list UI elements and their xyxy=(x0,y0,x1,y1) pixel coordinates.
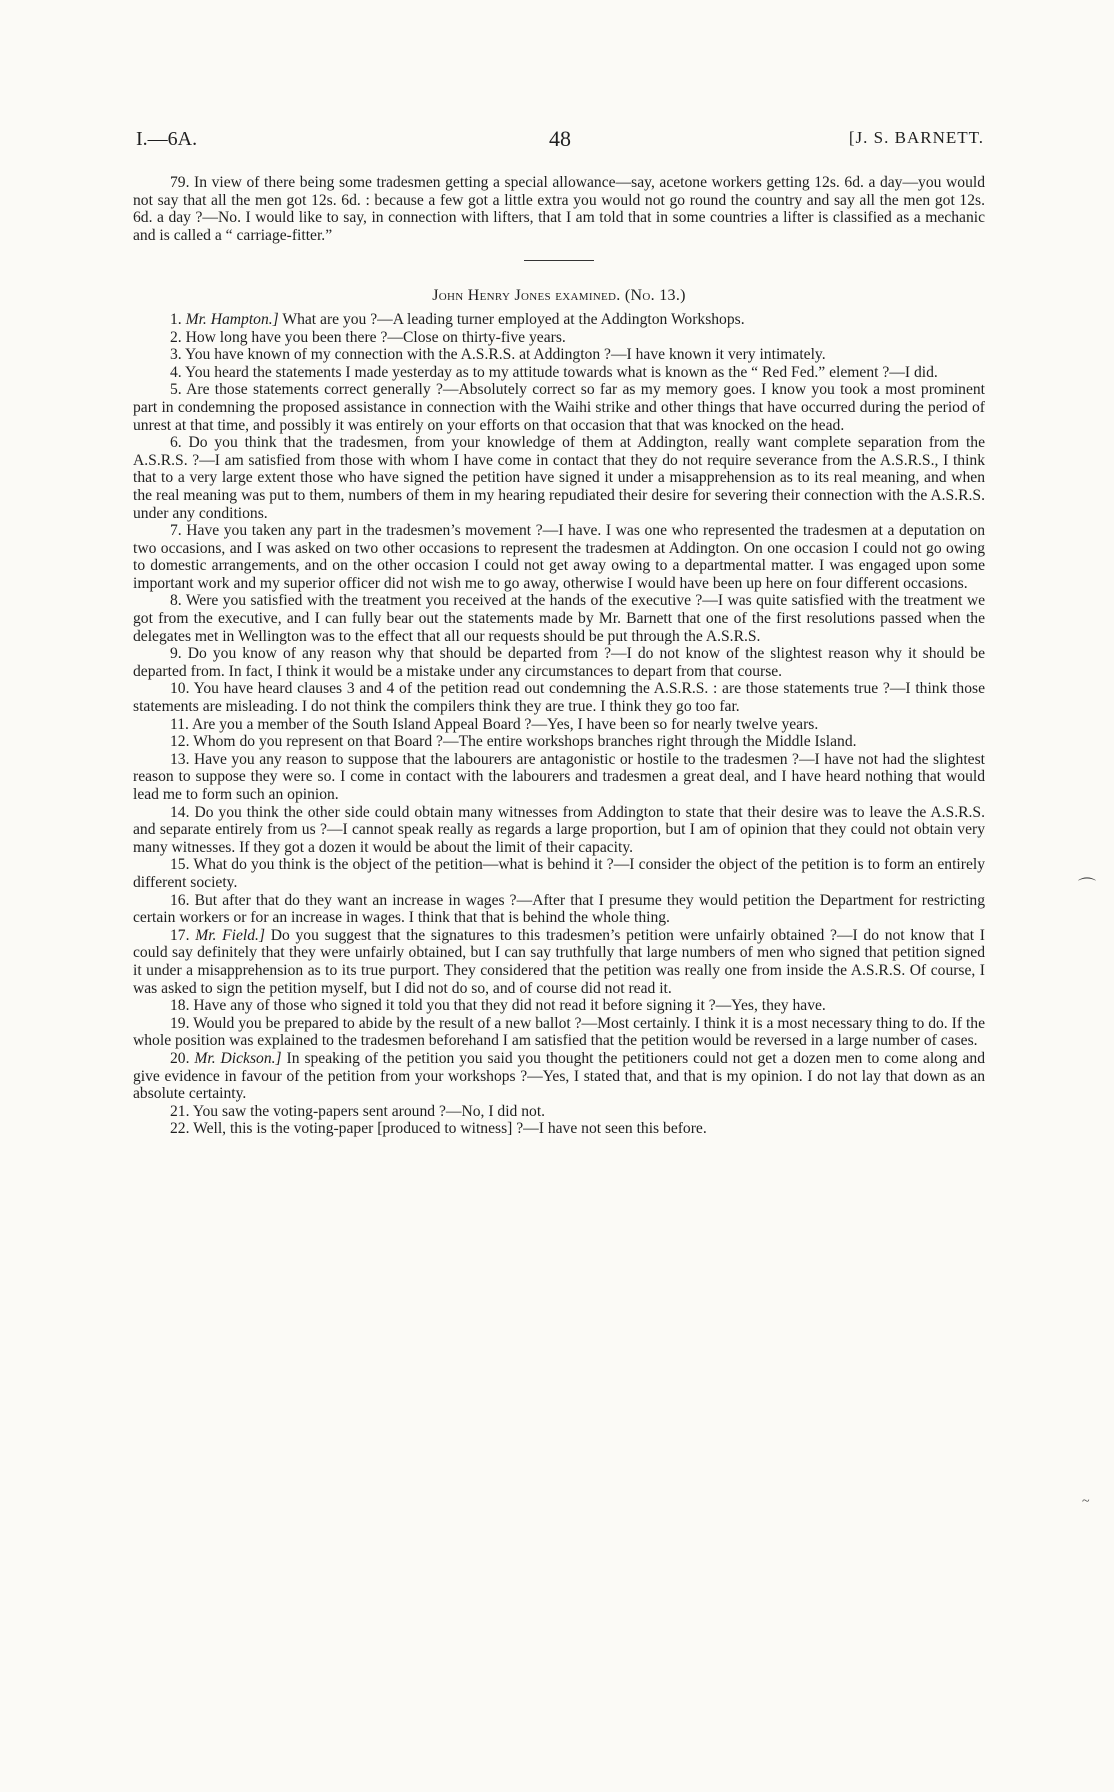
testimony-paragraph xyxy=(133,1050,985,1103)
testimony-paragraph xyxy=(133,892,985,927)
question-number: 10. xyxy=(170,680,194,698)
question-answer-text: Are those statements correct generally ?—Absolutely correct so far as my memory goes. I know you took a most prominent part in condemning the proposed assistance in connection with the Waihi strike and other things that have occurred during the period of unrest at that time, and possibly it was entirely on your efforts on that occasion that that was knocked on the head. xyxy=(133,381,986,434)
question-answer-text: Well, this is the voting-paper [produced to witness] ?—I have not seen this before. xyxy=(193,1120,707,1138)
question-answer-text: Would you be prepared to abide by the result of a new ballot ?—Most certainly. I think it is a most necessary thing to do. If the whole position was explained to the tradesmen beforehand I am satisfied that the petition would be reversed in a large number of cases. xyxy=(133,1014,985,1050)
examiner-name: Mr. Dickson.] xyxy=(194,1049,282,1067)
testimony-paragraph xyxy=(133,645,985,680)
question-number: 17. xyxy=(170,926,196,944)
testimony-paragraph xyxy=(133,751,985,804)
question-answer-text: You have heard clauses 3 and 4 of the petition read out condemning the A.S.R.S. : are those statements true ?—I think those statements are misleading. I do not think the compilers think they are true. I think they go too far. xyxy=(133,680,985,716)
question-answer-text: Whom do you represent on that Board ?—The entire workshops branches right through the Middle Island. xyxy=(193,733,857,751)
question-answer-text: You saw the voting-papers sent around ?—No, I did not. xyxy=(192,1102,546,1120)
question-number: 14. xyxy=(170,803,195,821)
page-header xyxy=(136,128,984,158)
intro-paragraph: 79. In view of there being some tradesmen getting a special allowance—say, acetone workers getting 12s. 6d. a day—you would not say that all the men got 12s. 6d. : because a few got a little extra you would not go round the country and say all the men got 12s. 6d. a day ?—No. I would like to say, in connection with lifters, that I am told that in some countries a lifter is classified as a mechanic and is called a “ carriage-fitter.” xyxy=(133,174,985,244)
question-answer-text: Do you suggest that the signatures to this tradesmen’s petition were unfairly obtained ?—I do not know that I could say definitely that they were unfairly obtained, but I can say truthfully that large numbers of men who signed that petition signed it under a misapprehension as to its true purport. They considered that the petition was really one from inside the A.S.R.S. Of course, I was asked to sign the petition myself, but I did not do so, and of course did not read it. xyxy=(133,926,985,997)
question-answer-text: Do you think the other side could obtain many witnesses from Addington to state that their desire was to leave the A.S.R.S. and separate entirely from us ?—I cannot speak really as regards a large proportion, but I am of opinion that they could not obtain very many witnesses. If they got a dozen it would be about the limit of their capacity. xyxy=(133,803,985,856)
testimony-paragraph xyxy=(133,346,985,364)
question-number: 13. xyxy=(170,750,194,768)
testimony-paragraph xyxy=(133,716,985,734)
testimony-paragraph xyxy=(133,381,985,434)
question-answer-text: You have known of my connection with the A.S.R.S. at Addington ?—I have known it very intimately. xyxy=(185,346,826,364)
testimony-paragraph xyxy=(133,733,985,751)
testimony-paragraph xyxy=(133,1120,985,1138)
question-number: 9. xyxy=(170,645,188,663)
testimony-paragraph xyxy=(133,804,985,857)
question-answer-text: Have you any reason to suppose that the labourers are antagonistic or hostile to the tradesmen ?—I have not had the slightest reason to suppose they were so. I come in contact with the labourers and tradesmen a great deal, and I have heard nothing that would lead me to form such an opinion. xyxy=(133,750,985,803)
question-number: 8. xyxy=(170,592,186,610)
testimony-paragraph xyxy=(133,329,985,347)
question-answer-text: Are you a member of the South Island Appeal Board ?—Yes, I have been so for nearly twelve years. xyxy=(191,715,819,733)
testimony-paragraph xyxy=(133,364,985,382)
testimony-paragraph xyxy=(133,311,985,329)
testimony-paragraph xyxy=(133,680,985,715)
testimony-paragraph xyxy=(133,1103,985,1121)
question-answer-text: In speaking of the petition you said you thought the petitioners could not get a dozen men to come along and give evidence in favour of the petition from your workshops ?—Yes, I stated that, and that is my opinion. I do not lay that down as an absolute certainty. xyxy=(133,1049,985,1103)
question-number: 18. xyxy=(170,997,194,1015)
examiner-name: Mr. Hampton.] xyxy=(185,310,279,328)
testimony-paragraph xyxy=(133,592,985,645)
question-number: 7. xyxy=(170,522,187,540)
testimony-paragraph xyxy=(133,927,985,997)
question-answer-text: Have you taken any part in the tradesmen’s movement ?—I have. I was one who represented the tradesmen at a deputation on two occasions, and I was asked on two other occasions to represent the tradesmen at Addington. On one occasion I could not go owing to domestic arrangements, and on the other occasion I could not get away owing to a departmental matter. I was engaged upon some important work and my superior officer did not wish me to go away, otherwise I would have been up here on four different occasions. xyxy=(133,522,985,592)
examiner-name: Mr. Field.] xyxy=(195,926,266,944)
testimony-paragraph xyxy=(133,997,985,1015)
question-answer-text: You heard the statements I made yesterday as to my attitude towards what is known as the “ Red Fed.” element ?—I did. xyxy=(185,363,938,381)
question-number: 16. xyxy=(170,891,195,909)
question-number: 5. xyxy=(170,381,187,399)
question-answer-text: What do you think is the object of the petition—what is behind it ?—I consider the object of the petition is to form an entirely different society. xyxy=(133,856,986,891)
witness-running-head: [J. S. BARNETT. xyxy=(848,128,984,147)
question-number: 11. xyxy=(170,715,192,733)
question-number: 3. xyxy=(170,346,186,364)
question-answer-text: Do you know of any reason why that should be departed from ?—I do not know of the slightest reason why it should be departed from. In fact, I think it would be a mistake under any circumstances to depart from that course. xyxy=(133,645,986,680)
question-number: 21. xyxy=(170,1102,193,1120)
question-answer-text: Have any of those who signed it told you that they did not read it before signing it ?—Yes, they have. xyxy=(193,997,826,1015)
question-number: 2. xyxy=(170,328,186,346)
question-number: 19. xyxy=(170,1014,194,1032)
testimony-list xyxy=(133,311,985,1138)
question-answer-text: Do you think that the tradesmen, from your knowledge of them at Addington, really want complete separation from the A.S.R.S. ?—I am satisfied from those with whom I have come in contact that they do not require severance from the A.S.R.S., I think that to a very large extent those who have signed the petition have signed it under a misapprehension as to its real meaning, and when the real meaning was put to them, numbers of them in my hearing repudiated their desire for severing their connection with the A.S.R.S. under any conditions. xyxy=(133,434,985,522)
margin-mark: ⌒ xyxy=(1078,877,1096,897)
question-number: 1. xyxy=(170,310,186,328)
document-reference: I.—6A. xyxy=(136,128,198,150)
testimony-paragraph xyxy=(133,856,985,891)
question-number: 22. xyxy=(170,1120,194,1138)
section-divider xyxy=(524,260,594,261)
document-body xyxy=(133,174,985,1138)
question-number: 20. xyxy=(170,1049,195,1067)
question-answer-text: How long have you been there ?—Close on thirty-five years. xyxy=(185,328,566,346)
question-number: 6. xyxy=(170,434,189,452)
question-number: 12. xyxy=(170,733,194,751)
question-number: 15. xyxy=(170,856,194,874)
question-answer-text: Were you satisfied with the treatment you received at the hands of the executive ?—I was quite satisfied with the treatment we got from the executive, and I can fully bear out the statements made by Mr. Barnett that one of the first resolutions passed when the delegates met in Wellington was to the effect that all our requests should be put through the A.S.R.S. xyxy=(133,592,986,645)
question-answer-text: But after that do they want an increase in wages ?—After that I presume they would petition the Department for restricting certain workers or for an increase in wages. I think that that is behind the whole thing. xyxy=(133,891,985,927)
testimony-paragraph xyxy=(133,434,985,522)
question-answer-text: What are you ?—A leading turner employed at the Addington Workshops. xyxy=(278,310,745,328)
testimony-paragraph xyxy=(133,1015,985,1050)
page-number: 48 xyxy=(549,126,571,151)
testimony-paragraph xyxy=(133,522,985,592)
witness-heading: John Henry Jones examined. (No. 13.) xyxy=(432,287,686,305)
question-number: 4. xyxy=(170,363,186,381)
margin-mark: ~ xyxy=(1082,1494,1090,1509)
